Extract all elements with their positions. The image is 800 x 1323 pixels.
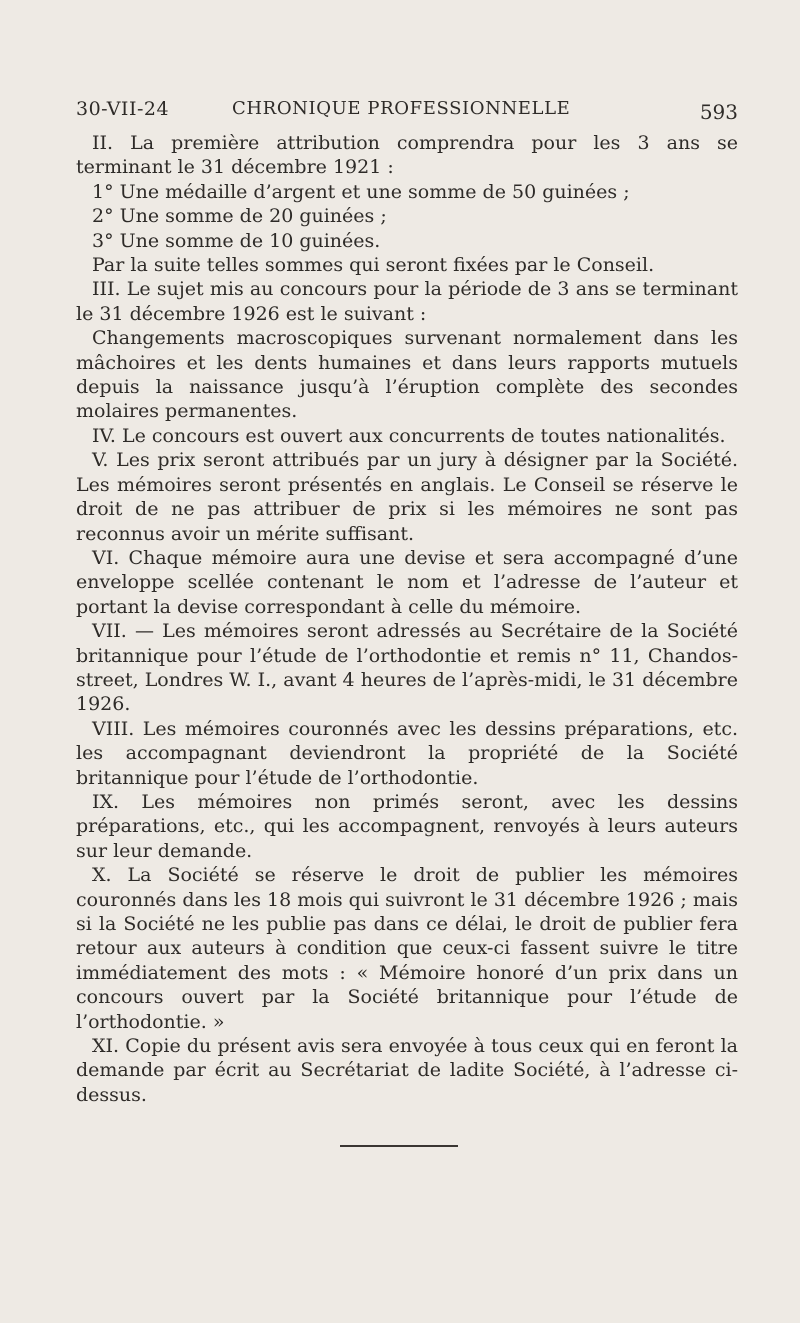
- section-divider: [340, 1145, 458, 1147]
- paragraph-subject: Changements macroscopiques survenant normalement dans les mâchoires et les dents humaines et dans leurs rapports mutuels depuis la naissance jusqu’à l’éruption complète des secondes molaires permanentes.: [76, 327, 738, 423]
- body-text: [76, 131, 738, 1107]
- paragraph-article-9: IX. Les mémoires non primés seront, avec les dessins préparations, etc., qui les accompagnent, renvoyés à leurs auteurs sur leur demande.: [76, 790, 738, 862]
- header-title: CHRONIQUE PROFESSIONNELLE: [232, 98, 571, 119]
- prize-item-3: 3° Une somme de 10 guinées.: [92, 229, 381, 252]
- paragraph-article-8: VIII. Les mémoires couronnés avec les dessins préparations, etc. les accompagnant deviendront la propriété de la Société britannique pour l’étude de l’orthodontie.: [76, 717, 738, 789]
- paragraph-article-11: XI. Copie du présent avis sera envoyée à tous ceux qui en feront la demande par écrit au Secrétariat de ladite Société, à l’adresse ci-dessus.: [76, 1035, 738, 1106]
- paragraph-article-6: VI. Chaque mémoire aura une devise et sera accompagné d’une enveloppe scellée contenant le nom et l’adresse de l’auteur et portant la devise correspondant à celle du mémoire.: [76, 546, 738, 618]
- page-number: 593: [699, 100, 738, 124]
- header-date: 30-VII-24: [76, 98, 170, 120]
- prize-item-1: 1° Une médaille d’argent et une somme de 50 guinées ;: [92, 180, 630, 203]
- paragraph-article-10: X. La Société se réserve le droit de publier les mémoires couronnés dans les 18 mois qui suivront le 31 décembre 1926 ; mais si la Société ne les publie pas dans ce délai, le droit de publier fera retour aux auteurs à condition que ceux-ci fassent suivre le titre immédiatement des mots : « Mémoire honoré d’un prix dans un concours ouvert par la Société britannique pour l’étude de l’orthodontie. »: [76, 864, 738, 1033]
- paragraph-article-2: II. La première attribution comprendra pour les 3 ans se terminant le 31 décembre 1921 :: [76, 132, 738, 179]
- paragraph-article-5: V. Les prix seront attribués par un jury à désigner par la Société. Les mémoires seront présentés en anglais. Le Conseil se réserve le droit de ne pas attribuer de prix si les mémoires ne sont pas reconnus avoir un mérite suffisant.: [76, 449, 738, 545]
- paragraph-article-7: VII. — Les mémoires seront adressés au Secrétaire de la Société britannique pour l’étude de l’orthodontie et remis n° 11, Chandos-street, Londres W. I., avant 4 heures de l’après-midi, le 31 décembre 1926.: [76, 620, 738, 716]
- paragraph-subsequent-sums: Par la suite telles sommes qui seront fixées par le Conseil.: [92, 254, 655, 277]
- running-header: [76, 98, 738, 128]
- prize-item-2: 2° Une somme de 20 guinées ;: [92, 205, 387, 228]
- paragraph-article-3: III. Le sujet mis au concours pour la période de 3 ans se terminant le 31 décembre 1926 est le suivant :: [76, 278, 738, 325]
- paragraph-article-4: IV. Le concours est ouvert aux concurrents de toutes nationalités.: [92, 424, 726, 447]
